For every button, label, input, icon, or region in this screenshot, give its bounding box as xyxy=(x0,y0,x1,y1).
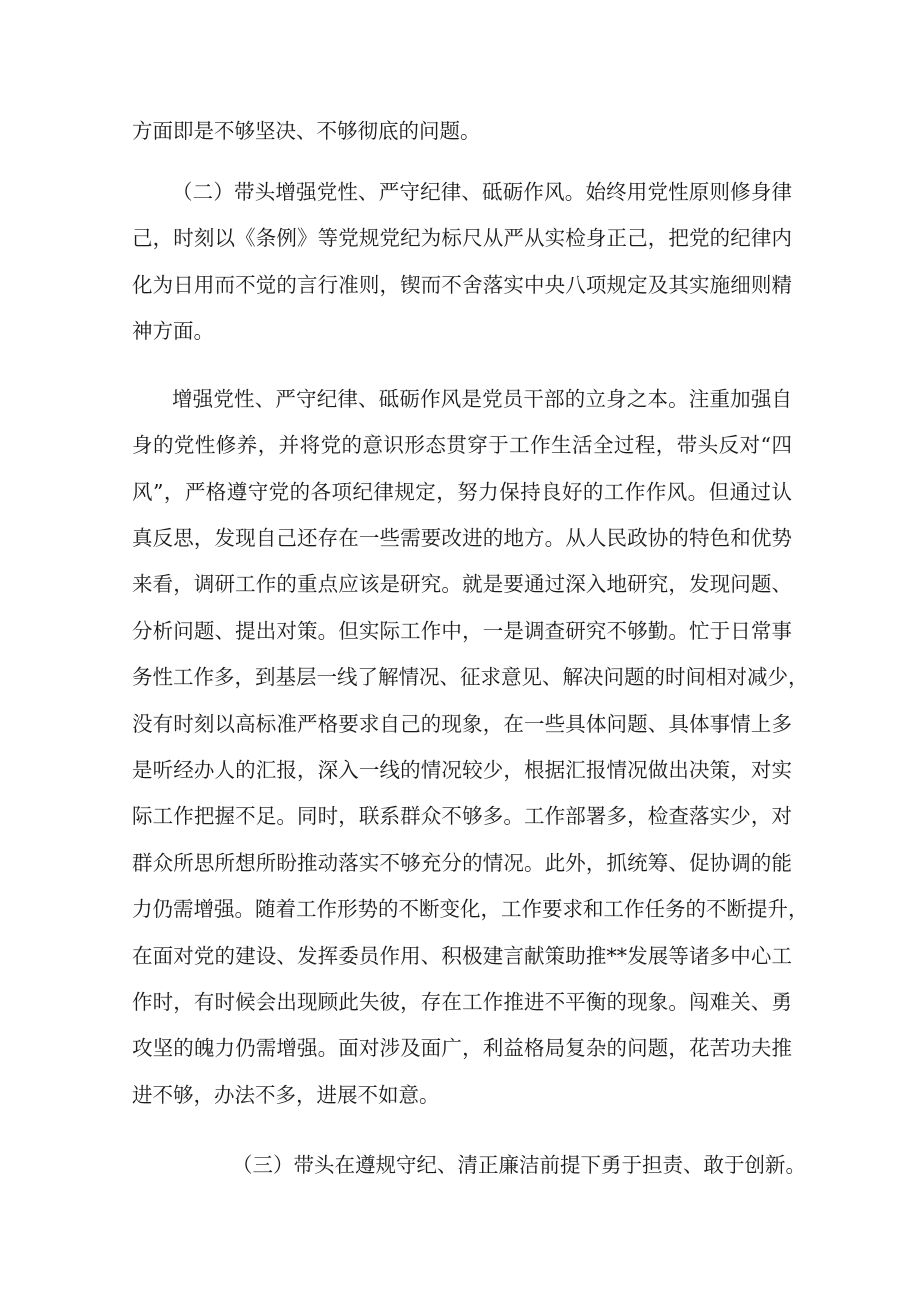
section-heading-3: （三）带头在遵规守纪、清正廉洁前提下勇于担责、敢于创新。 xyxy=(232,1153,806,1177)
paragraph-3-line-12: 力仍需增强。随着工作形势的不断变化，工作要求和工作任务的不断提升， xyxy=(132,897,809,921)
paragraph-3-line-2: 身的党性修养，并将党的意识形态贯穿于工作生活全过程，带头反对“四 xyxy=(132,433,792,457)
paragraph-3-line-10: 际工作把握不足。同时，联系群众不够多。工作部署多，检查落实少，对 xyxy=(132,804,792,828)
paragraph-3-line-3: 风”，严格遵守党的各项纪律规定，努力保持良好的工作作风。但通过认 xyxy=(132,480,792,504)
paragraph-2-line-2: 己，时刻以《条例》等党规党纪为标尺从严从实检身正己，把党的纪律内 xyxy=(132,226,792,250)
paragraph-3-line-4: 真反思，发现自己还存在一些需要改进的地方。从人民政协的特色和优势 xyxy=(132,526,792,550)
paragraph-3-line-7: 务性工作多，到基层一线了解情况、征求意见、解决问题的时间相对减少， xyxy=(132,665,809,689)
paragraph-3-line-13: 在面对党的建设、发挥委员作用、积极建言献策助推**发展等诸多中心工 xyxy=(132,944,792,968)
paragraph-3-line-8: 没有时刻以高标准严格要求自己的现象，在一些具体问题、具体事情上多 xyxy=(132,712,792,736)
paragraph-3-line-9: 是听经办人的汇报，深入一线的情况较少，根据汇报情况做出决策，对实 xyxy=(132,758,792,782)
paragraph-3-line-16: 进不够，办法不多，进展不如意。 xyxy=(132,1083,440,1107)
paragraph-3-line-15: 攻坚的魄力仍需增强。面对涉及面广，利益格局复杂的问题，花苦功夫推 xyxy=(132,1036,792,1060)
paragraph-2-line-3: 化为日用而不觉的言行准则，锲而不舍落实中央八项规定及其实施细则精 xyxy=(132,273,792,297)
paragraph-3-line-11: 群众所思所想所盼推动落实不够充分的情况。此外，抓统筹、促协调的能 xyxy=(132,851,792,875)
paragraph-3-line-1: 增强党性、严守纪律、砥砺作风是党员干部的立身之本。注重加强自 xyxy=(172,387,792,411)
paragraph-2-line-4: 神方面。 xyxy=(132,319,214,343)
paragraph-3-line-5: 来看，调研工作的重点应该是研究。就是要通过深入地研究，发现问题、 xyxy=(132,572,792,596)
paragraph-3-line-14: 作时，有时候会出现顾此失彼，存在工作推进不平衡的现象。闯难关、勇 xyxy=(132,990,792,1014)
paragraph-1-line-1: 方面即是不够坚决、不够彻底的问题。 xyxy=(132,119,481,143)
paragraph-3-line-6: 分析问题、提出对策。但实际工作中，一是调查研究不够勤。忙于日常事 xyxy=(132,619,792,643)
paragraph-2-line-1: （二）带头增强党性、严守纪律、砥砺作风。始终用党性原则修身律 xyxy=(172,180,792,204)
